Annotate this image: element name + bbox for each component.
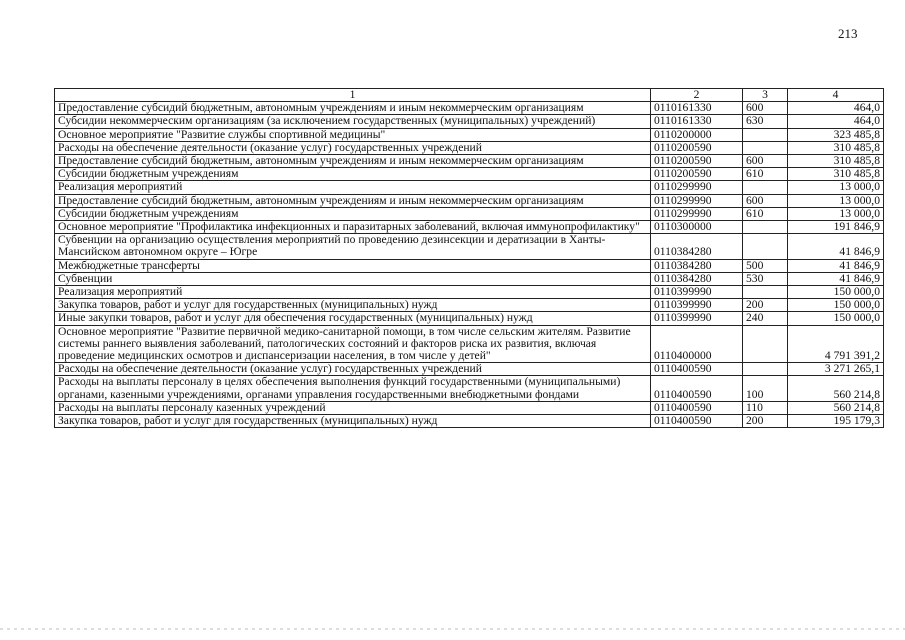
row-expense-type: 600 (743, 194, 788, 207)
row-description: Закупка товаров, работ и услуг для государственных (муниципальных) нужд (55, 415, 651, 428)
row-code: 0110299990 (651, 181, 743, 194)
row-expense-type (743, 128, 788, 141)
row-amount: 13 000,0 (788, 207, 884, 220)
table-row (55, 376, 884, 401)
row-amount: 560 214,8 (788, 376, 884, 401)
row-description: Расходы на выплаты персоналу казенных учреждений (55, 401, 651, 414)
row-amount: 464,0 (788, 102, 884, 115)
row-code: 0110400590 (651, 376, 743, 401)
row-description: Субсидии бюджетным учреждениям (55, 207, 651, 220)
row-description: Межбюджетные трансферты (55, 259, 651, 272)
table-row (55, 194, 884, 207)
table-row (55, 272, 884, 285)
table-row (55, 128, 884, 141)
scan-artifact-line (0, 628, 905, 630)
row-code: 0110399990 (651, 286, 743, 299)
row-amount: 464,0 (788, 115, 884, 128)
table-row (55, 168, 884, 181)
row-expense-type: 600 (743, 102, 788, 115)
budget-table (54, 88, 884, 428)
row-code: 0110384280 (651, 234, 743, 259)
row-description: Иные закупки товаров, работ и услуг для обеспечения государственных (муниципальных) нужд (55, 312, 651, 325)
row-expense-type: 200 (743, 299, 788, 312)
row-description: Основное мероприятие "Развитие службы спортивной медицины" (55, 128, 651, 141)
row-code: 0110400590 (651, 401, 743, 414)
row-amount: 310 485,8 (788, 141, 884, 154)
row-amount: 150 000,0 (788, 299, 884, 312)
row-description: Расходы на обеспечение деятельности (оказание услуг) государственных учреждений (55, 141, 651, 154)
row-amount: 323 485,8 (788, 128, 884, 141)
table-row (55, 181, 884, 194)
row-expense-type: 240 (743, 312, 788, 325)
row-expense-type: 610 (743, 168, 788, 181)
row-code: 0110399990 (651, 312, 743, 325)
row-code: 0110299990 (651, 194, 743, 207)
row-amount: 41 846,9 (788, 234, 884, 259)
table-row (55, 415, 884, 428)
row-description: Реализация мероприятий (55, 286, 651, 299)
table-header-row (55, 89, 884, 102)
row-code: 0110384280 (651, 259, 743, 272)
row-code: 0110200000 (651, 128, 743, 141)
row-description: Субвенции на организацию осуществления мероприятий по проведению дезинсекции и дератизации в Ханты-Мансийском автономном округе – Югре (55, 234, 651, 259)
row-amount: 560 214,8 (788, 401, 884, 414)
row-code: 0110399990 (651, 299, 743, 312)
table-row (55, 207, 884, 220)
row-amount: 310 485,8 (788, 168, 884, 181)
row-code: 0110299990 (651, 207, 743, 220)
row-description: Закупка товаров, работ и услуг для государственных (муниципальных) нужд (55, 299, 651, 312)
row-expense-type: 630 (743, 115, 788, 128)
table-row (55, 299, 884, 312)
row-expense-type: 110 (743, 401, 788, 414)
row-code: 0110200590 (651, 168, 743, 181)
row-amount: 13 000,0 (788, 181, 884, 194)
row-description: Основное мероприятие "Профилактика инфекционных и паразитарных заболеваний, включая иммунопрофилактику" (55, 221, 651, 234)
table-row (55, 115, 884, 128)
row-code: 0110400000 (651, 325, 743, 363)
row-code: 0110400590 (651, 363, 743, 376)
row-expense-type: 610 (743, 207, 788, 220)
row-amount: 3 271 265,1 (788, 363, 884, 376)
row-amount: 13 000,0 (788, 194, 884, 207)
row-expense-type: 500 (743, 259, 788, 272)
table-row (55, 221, 884, 234)
row-expense-type (743, 234, 788, 259)
row-expense-type (743, 221, 788, 234)
table-row (55, 234, 884, 259)
table-row (55, 401, 884, 414)
row-code: 0110161330 (651, 102, 743, 115)
row-expense-type: 100 (743, 376, 788, 401)
row-code: 0110200590 (651, 141, 743, 154)
table-row (55, 325, 884, 363)
row-expense-type (743, 286, 788, 299)
row-expense-type (743, 363, 788, 376)
row-description: Предоставление субсидий бюджетным, автономным учреждениям и иным некоммерческим организациям (55, 102, 651, 115)
row-amount: 41 846,9 (788, 259, 884, 272)
row-expense-type: 530 (743, 272, 788, 285)
column-header: 2 (651, 89, 743, 102)
page-number: 213 (838, 26, 858, 41)
row-amount: 150 000,0 (788, 286, 884, 299)
row-expense-type: 200 (743, 415, 788, 428)
row-expense-type (743, 181, 788, 194)
row-expense-type (743, 141, 788, 154)
column-header: 4 (788, 89, 884, 102)
row-amount: 191 846,9 (788, 221, 884, 234)
row-code: 0110200590 (651, 155, 743, 168)
row-amount: 310 485,8 (788, 155, 884, 168)
table-row (55, 363, 884, 376)
row-description: Расходы на выплаты персоналу в целях обеспечения выполнения функций государственными (муниципальными) органами, казенными учреждениями, органами управления государственными внебюджетными фондами (55, 376, 651, 401)
column-header: 1 (55, 89, 651, 102)
row-description: Субвенции (55, 272, 651, 285)
row-code: 0110300000 (651, 221, 743, 234)
row-description: Предоставление субсидий бюджетным, автономным учреждениям и иным некоммерческим организациям (55, 194, 651, 207)
column-header: 3 (743, 89, 788, 102)
row-description: Реализация мероприятий (55, 181, 651, 194)
table-row (55, 141, 884, 154)
row-description: Субсидии бюджетным учреждениям (55, 168, 651, 181)
table-row (55, 155, 884, 168)
row-amount: 41 846,9 (788, 272, 884, 285)
row-description: Основное мероприятие "Развитие первичной медико-санитарной помощи, в том числе сельским жителям. Развитие системы раннего выявления заболеваний, патологических состояний и факторов риска их развития, включая проведение медицинских осмотров и диспансеризации населения, в том числе у детей" (55, 325, 651, 363)
row-code: 0110400590 (651, 415, 743, 428)
table-row (55, 286, 884, 299)
row-code: 0110161330 (651, 115, 743, 128)
row-amount: 195 179,3 (788, 415, 884, 428)
table-row (55, 102, 884, 115)
row-code: 0110384280 (651, 272, 743, 285)
row-description: Расходы на обеспечение деятельности (оказание услуг) государственных учреждений (55, 363, 651, 376)
row-description: Предоставление субсидий бюджетным, автономным учреждениям и иным некоммерческим организациям (55, 155, 651, 168)
row-expense-type (743, 325, 788, 363)
row-amount: 4 791 391,2 (788, 325, 884, 363)
row-amount: 150 000,0 (788, 312, 884, 325)
row-expense-type: 600 (743, 155, 788, 168)
table-row (55, 312, 884, 325)
row-description: Субсидии некоммерческим организациям (за исключением государственных (муниципальных) учреждений) (55, 115, 651, 128)
table-row (55, 259, 884, 272)
